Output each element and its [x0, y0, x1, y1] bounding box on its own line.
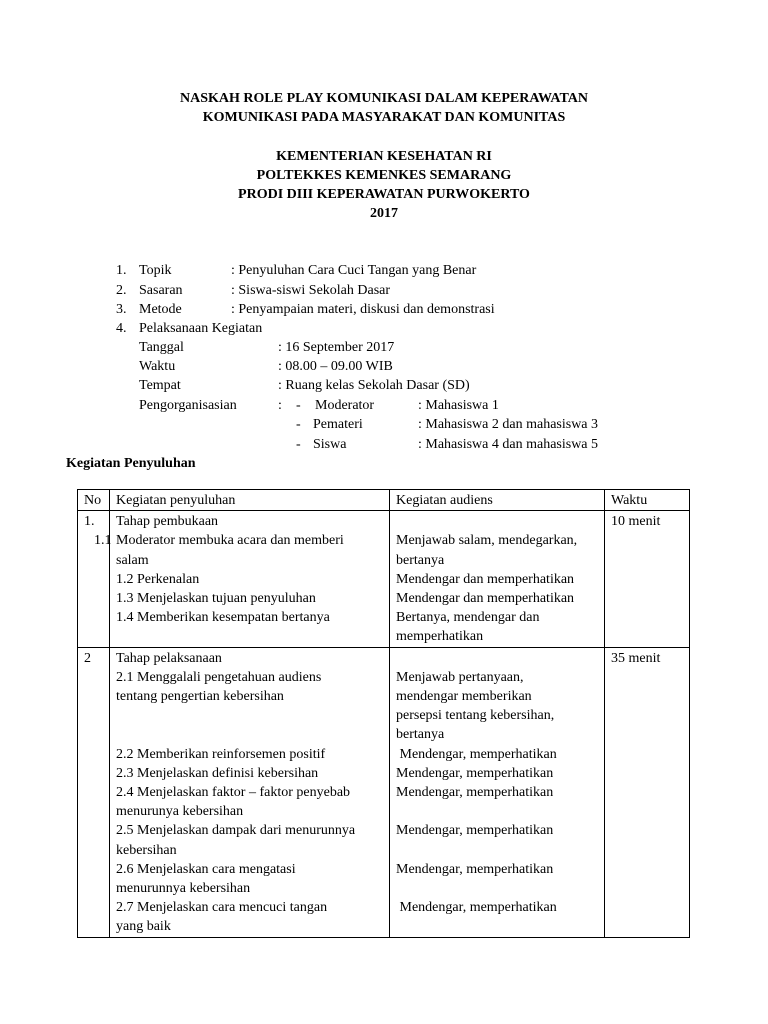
kegiatan-line: 2.7 Menjelaskan cara mencuci tangan [116, 900, 328, 916]
kegiatan-line: 1.2 Perkenalan [116, 571, 200, 587]
spacer [116, 725, 383, 744]
header-waktu: Waktu [605, 490, 690, 511]
audiens-line: Mendengar, memperhatikan [396, 746, 557, 762]
row-number-text: 1. [84, 514, 95, 530]
audiens-line: persepsi tentang kebersihan, [396, 708, 555, 724]
waktu-text: 35 menit [611, 650, 661, 666]
table-row [78, 647, 690, 937]
kegiatan-line: menurunnya kebersihan [116, 881, 251, 897]
spacer [396, 802, 598, 821]
kegiatan-line: 2.6 Menjelaskan cara mengatasi [116, 861, 296, 877]
row-number [78, 647, 110, 937]
info-number: 2. [116, 283, 127, 298]
pengorganisasian-colon: : [278, 398, 282, 413]
role-dash: - [296, 398, 301, 413]
audiens-line: mendengar memberikan [396, 689, 532, 704]
kegiatan-line: 2.4 Menjelaskan faktor – faktor penyebab [116, 785, 351, 800]
table-header-row [78, 490, 690, 511]
audiens-line: Menjawab salam, mendegarkan, [396, 533, 578, 549]
kegiatan-line: salam [116, 552, 149, 568]
kegiatan-line: Moderator membuka acara dan memberi [116, 533, 344, 549]
audiens-line: memperhatikan [396, 629, 484, 645]
kegiatan-line: 2.1 Menggalali pengetahuan audiens [116, 669, 322, 685]
row-number-text: 2 [84, 650, 91, 666]
info-number: 3. [116, 302, 127, 317]
audiens-line: Mendengar, memperhatikan [396, 823, 554, 839]
header-kegiatan-penyuluhan: Kegiatan penyuluhan [110, 490, 390, 511]
kegiatan-table [77, 489, 690, 938]
sasaran-value: : Siswa-siswi Sekolah Dasar [231, 283, 391, 298]
title-line-1: NASKAH ROLE PLAY KOMUNIKASI DALAM KEPERAWATAN [180, 91, 588, 106]
kegiatan-line: 2.3 Menjelaskan definisi kebersihan [116, 765, 319, 781]
section-heading: Kegiatan Penyuluhan [66, 456, 196, 471]
row-number [78, 511, 110, 647]
audiens-line: Menjawab pertanyaan, [396, 669, 524, 685]
role-moderator-value: : Mahasiswa 1 [418, 398, 499, 413]
kegiatan-line: Tahap pelaksanaan [116, 650, 222, 666]
audiens-line: Mendengar dan memperhatikan [396, 591, 575, 606]
spacer [396, 841, 598, 860]
sasaran-label: Sasaran [139, 283, 183, 298]
kegiatan-line: 2.5 Menjelaskan dampak dari menurunnya [116, 823, 356, 839]
tempat-label: Tempat [139, 378, 181, 393]
metode-label: Metode [139, 302, 182, 317]
role-pemateri: Pemateri [313, 417, 363, 432]
info-number: 4. [116, 321, 127, 336]
audiens-line: Mendengar, memperhatikan [396, 785, 554, 801]
role-dash: - [296, 417, 301, 432]
kegiatan-cell [94, 511, 390, 647]
waktu-cell [605, 511, 690, 647]
role-siswa: Siswa [313, 437, 347, 452]
kegiatan-line: yang baik [116, 919, 171, 935]
header-no: No [78, 490, 110, 511]
audiens-line: bertanya [396, 552, 445, 568]
pengorganisasian-label: Pengorganisasian [139, 398, 237, 413]
role-moderator: Moderator [315, 398, 375, 413]
spacer [396, 879, 598, 898]
subitem-number: 1.1 [94, 533, 112, 549]
kegiatan-line: tentang pengertian kebersihan [116, 689, 284, 705]
topik-value: : Penyuluhan Cara Cuci Tangan yang Benar [231, 263, 477, 278]
tanggal-value: : 16 September 2017 [278, 340, 395, 355]
kegiatan-line: 1.4 Memberikan kesempatan bertanya [116, 610, 330, 626]
audiens-line: Mendengar dan memperhatikan [396, 571, 575, 587]
institution-line-2: POLTEKKES KEMENKES SEMARANG [256, 168, 512, 183]
institution-line-3: PRODI DIII KEPERAWATAN PURWOKERTO [238, 187, 530, 202]
waktu-text: 10 menit [611, 514, 661, 530]
audiens-line: Bertanya, mendengar dan [396, 610, 540, 626]
kegiatan-line: kebersihan [116, 842, 177, 858]
audiens-cell [390, 647, 605, 937]
header-kegiatan-audiens: Kegiatan audiens [390, 490, 605, 511]
spacer [116, 706, 383, 725]
institution-line-1: KEMENTERIAN KESEHATAN RI [276, 149, 492, 164]
role-siswa-value: : Mahasiswa 4 dan mahasiswa 5 [418, 437, 599, 452]
spacer [396, 512, 598, 531]
spacer [396, 649, 598, 668]
audiens-line: Mendengar, memperhatikan [396, 765, 554, 781]
kegiatan-line: 2.2 Memberikan reinforsemen positif [116, 746, 326, 762]
title-line-2: KOMUNIKASI PADA MASYARAKAT DAN KOMUNITAS [202, 110, 566, 125]
audiens-line: Mendengar, memperhatikan [396, 900, 557, 916]
topik-label: Topik [139, 263, 172, 278]
waktu-value: : 08.00 – 09.00 WIB [278, 359, 393, 374]
info-number: 1. [116, 263, 127, 278]
kegiatan-cell [110, 647, 390, 937]
audiens-line: bertanya [396, 727, 445, 743]
tanggal-label: Tanggal [139, 340, 184, 355]
role-pemateri-value: : Mahasiswa 2 dan mahasiswa 3 [418, 417, 599, 432]
audiens-cell [390, 511, 605, 647]
metode-value: : Penyampaian materi, diskusi dan demonstrasi [231, 302, 495, 317]
waktu-label: Waktu [139, 359, 176, 374]
tempat-value: : Ruang kelas Sekolah Dasar (SD) [278, 378, 470, 393]
waktu-cell [605, 647, 690, 937]
year: 2017 [370, 206, 398, 221]
table-row [78, 511, 690, 647]
kegiatan-line: menurunya kebersihan [116, 804, 244, 820]
audiens-line: Mendengar, memperhatikan [396, 861, 554, 877]
role-dash: - [296, 437, 301, 452]
pelaksanaan-label: Pelaksanaan Kegiatan [139, 321, 263, 336]
kegiatan-line: 1.3 Menjelaskan tujuan penyuluhan [116, 591, 316, 607]
kegiatan-line: Tahap pembukaan [116, 514, 219, 530]
